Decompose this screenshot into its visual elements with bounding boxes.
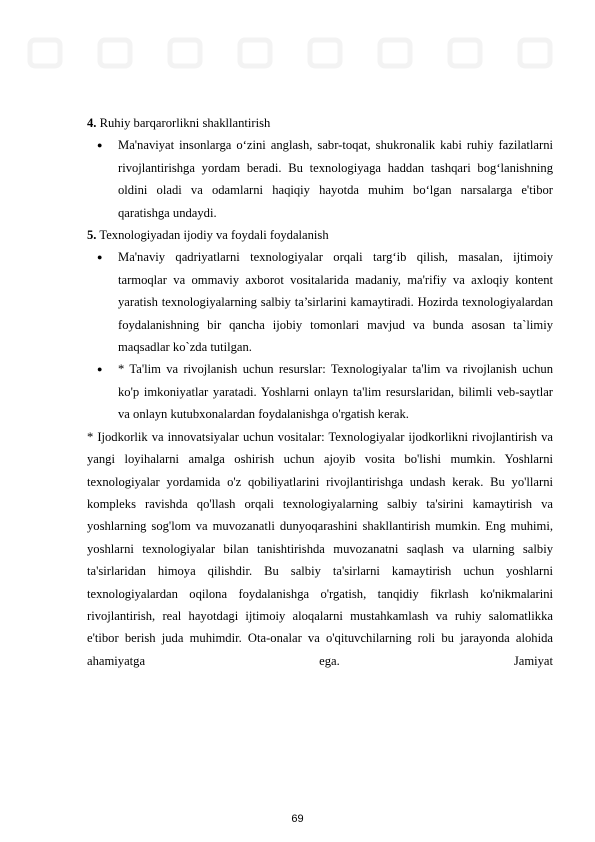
section-5-heading — [87, 224, 553, 246]
section-4-heading — [87, 112, 553, 134]
section-title: Ruhiy barqarorlikni shakllantirish — [99, 116, 271, 130]
list-item — [87, 134, 553, 224]
body-paragraph: * Ijodkorlik va innovatsiyalar uchun vositalar: Texnologiyalar ijodkorlikni rivojlantirish va yangi loyihalarni amalga oshirish uchun ajoyib vosita bo'lishi mumkin. Yoshlarni texnologiyalar yordamida o'z qobiliyatlarini rivojlantirishga undash kerak. Bu yo'llarni kompleks ravishda qo'llash orqali texnologiyalarning salbiy ta'sirini kamaytirish va yoshlarning sog'lom va muvozanatli dunyoqarashini shakllantirish mumkin. Eng muhimi, yoshlarni texnologiyalar bilan tanishtirishda muvozanatni saqlash va ularning salbiy ta'sirlaridan himoya qilishdir. Bu salbiy ta'sirlarni kamaytirish uchun yoshlarni texnologiyalardan oqilona foydalanishga o'rgatish, tanqidiy fikrlash ko'nikmalarini rivojlantirish, real hayotdagi ijtimoiy aloqalarni mustahkamlash va ruhiy salomatlikka e'tibor berish juda muhimdir. Ota-onalar va o'qituvchilarning roli bu jarayonda alohida ahamiyatga ega. Jamiyat — [87, 429, 553, 668]
bullet-icon: ● — [97, 252, 103, 263]
section-number: 5. — [87, 228, 97, 243]
bullet-text: Ma'naviyat insonlarga o‘zini anglash, sabr-toqat, shukronalik kabi ruhiy fazilatlarni rivojlantirishga yordam beradi. Bu texnologiyaga haddan tashqari bog‘lanishning oldini oladi va odamlarni haqiqiy hayotda muhim bo‘lgan narsalarga e'tibor qaratishga undaydi. — [118, 138, 553, 220]
document-body — [87, 112, 553, 672]
section-title: Texnologiyadan ijodiy va foydali foydalanish — [99, 228, 329, 243]
list-item — [87, 358, 553, 425]
section-number: 4. — [87, 116, 97, 130]
list-item — [87, 246, 553, 358]
bullet-text: Ma'naviy qadriyatlarni texnologiyalar orqali targ‘ib qilish, masalan, ijtimoiy tarmoqlar va ommaviy axborot vositalarida madaniy, ma'rifiy va axloqiy kontent yaratish texnologiyalarning salbiy ta’sirlarini kamaytiradi. Hozirda texnologiyalardan foydalanishning bir qancha ijobiy tomonlari mavjud va bunda asosan ta`limiy maqsadlar ko`zda tutilgan. — [118, 250, 553, 355]
bullet-text: * Ta'lim va rivojlanish uchun resurslar: Texnologiyalar ta'lim va rivojlanish uchun ko'p imkoniyatlar yaratadi. Yoshlarni onlayn ta'lim resurslaridan, bilimli veb-saytlar va onlayn kutubxonalardan foydalanishga o'rgatish kerak. — [118, 362, 553, 422]
page-number: 69 — [291, 813, 304, 825]
bullet-icon: ● — [97, 140, 103, 151]
bullet-icon: ● — [97, 364, 103, 375]
